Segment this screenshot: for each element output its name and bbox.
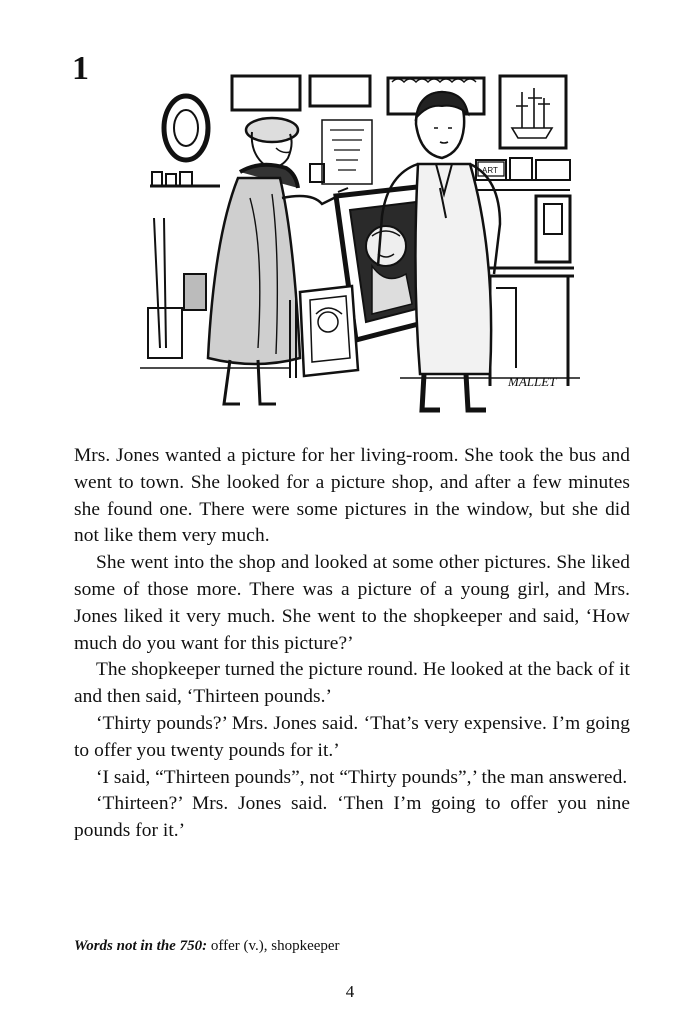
cartoon-illustration <box>140 68 580 413</box>
leaning-picture <box>290 286 358 378</box>
vocabulary-note-label: Words not in the 750: <box>74 938 208 954</box>
chapter-number: 1 <box>72 50 89 87</box>
paragraph-1: Mrs. Jones wanted a picture for her living-room. She took the bus and went to town. She looked for a picture shop, and after a few minutes she found one. There were some pictures in the window, but she did not like them very much. <box>74 445 630 547</box>
paragraph-6: ‘Thirteen?’ Mrs. Jones said. ‘Then I’m going to offer you nine pounds for it.’ <box>74 793 630 842</box>
painting-caption: ART <box>482 166 498 175</box>
vocabulary-note-words: offer (v.), shopkeeper <box>210 938 340 954</box>
paragraph-4: ‘Thirty pounds?’ Mrs. Jones said. ‘That’s very expensive. I’m going to offer you twenty pounds for it.’ <box>74 712 630 761</box>
wall-frame-top-left <box>232 76 300 110</box>
paragraph-2: She went into the shop and looked at some other pictures. She liked some of those more. There was a picture of a young girl, and Mrs. Jones liked it very much. She went to the shopkeeper and said, ‘How much do you want for this picture?’ <box>74 552 630 654</box>
story-text <box>74 443 630 845</box>
vocabulary-note <box>74 936 630 956</box>
paragraph-5: ‘I said, “Thirteen pounds”, not “Thirty pounds”,’ the man answered. <box>96 766 628 788</box>
page-number: 4 <box>345 982 355 1001</box>
paragraph-3: The shopkeeper turned the picture round. He looked at the back of it and then said, ‘Thirteen pounds.’ <box>74 659 630 708</box>
artist-signature: MALLET <box>508 374 557 389</box>
wall-frame-top-mid <box>310 76 370 106</box>
oval-portrait <box>164 96 208 160</box>
